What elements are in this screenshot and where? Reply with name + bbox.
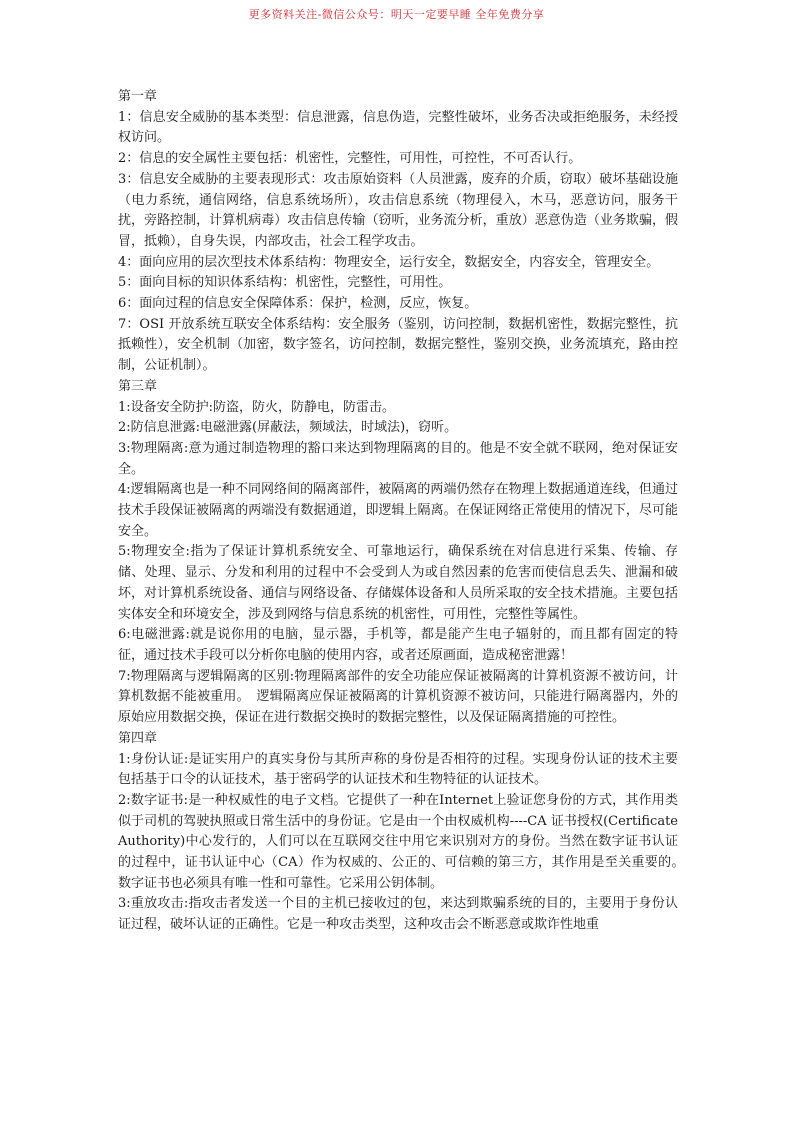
- paragraph: 7：OSI 开放系统互联安全体系结构：安全服务（鉴别，访问控制，数据机密性，数据完整性，抗抵赖性），安全机制（加密，数字签名，访问控制，数据完整性，鉴别交换，业务流填充，路由控制，公证机制）。: [118, 316, 678, 374]
- document-body: [118, 87, 692, 936]
- paragraph: 4:逻辑隔离也是一种不同网络间的隔离部件，被隔离的两端仍然存在物理上数据通道连线，但通过技术手段保证被隔离的两端没有数据通道，即逻辑上隔离。在保证网络正常使用的情况下，尽可能安全。: [118, 482, 678, 539]
- paragraph: 6：面向过程的信息安全保障体系：保护，检测，反应，恢复。: [118, 296, 478, 312]
- paragraph: 7:物理隔离与逻辑隔离的区别:物理隔离部件的安全功能应保证被隔离的计算机资源不被访问，计算机数据不能被重用。 逻辑隔离应保证被隔离的计算机资源不被访问，只能进行隔离器内，外的原始应用数据交换，保证在进行数据交换时的数据完整性，以及保证隔离措施的可控性。: [118, 668, 678, 726]
- chapter-heading: 第四章: [118, 730, 158, 746]
- paragraph: 2：信息的安全属性主要包括：机密性，完整性，可用性，可控性，不可否认行。: [118, 151, 582, 167]
- paragraph: 6:电磁泄露:就是说你用的电脑，显示器，手机等，都是能产生电子辐射的，而且都有固定的特征，通过技术手段可以分析你电脑的使用内容，或者还原画面，造成秘密泄露！: [118, 627, 678, 663]
- paragraph: 3：信息安全威胁的主要表现形式：攻击原始资料（人员泄露，废弃的介质，窃取）破坏基础设施（电力系统，通信网络，信息系统场所），攻击信息系统（物理侵入，木马，恶意访问，服务干扰，旁路控制，计算机病毒）攻击信息传输（窃听，业务流分析，重放）恶意伪造（业务欺骗，假冒，抵赖），自身失误，内部攻击，社会工程学攻击。: [118, 171, 678, 249]
- paragraph: 1：信息安全威胁的基本类型：信息泄露，信息伪造，完整性破坏，业务否决或拒绝服务，未经授权访问。: [118, 109, 678, 146]
- page-banner: 更多资料关注-微信公众号：明天一定要早睡 全年免费分享: [248, 8, 545, 21]
- chapter-heading: 第三章: [118, 378, 158, 394]
- paragraph: 5:物理安全:指为了保证计算机系统安全、可靠地运行，确保系统在对信息进行采集、传输、存储、处理、显示、分发和利用的过程中不会受到人为或自然因素的危害而使信息丢失、泄漏和破坏，对计算机系统设备、通信与网络设备、存储媒体设备和人员所采取的安全技术措施。主要包括实体安全和环境安全，涉及到网络与信息系统的机密性，可用性，完整性等属性。: [118, 544, 678, 622]
- paragraph: 2:防信息泄露:电磁泄露(屏蔽法，频域法，时域法)，窃听。: [118, 420, 458, 436]
- paragraph: 4：面向应用的层次型技术体系结构：物理安全，运行安全，数据安全，内容安全，管理安全。: [118, 254, 660, 270]
- paragraph: 3:重放攻击:指攻击者发送一个目的主机已接收过的包，来达到欺骗系统的目的，主要用于身份认证过程，破坏认证的正确性。它是一种攻击类型，这种攻击会不断恶意或欺诈性地重: [118, 896, 678, 933]
- paragraph: 1:设备安全防护:防盗，防火，防静电，防雷击。: [118, 399, 396, 415]
- paragraph: 1:身份认证:是证实用户的真实身份与其所声称的身份是否相符的过程。实现身份认证的技术主要包括基于口令的认证技术，基于密码学的认证技术和生物特征的认证技术。: [118, 751, 678, 788]
- paragraph: 3:物理隔离:意为通过制造物理的豁口来达到物理隔离的目的。他是不安全就不联网，绝对保证安全。: [118, 440, 678, 477]
- chapter-heading: 第一章: [118, 89, 158, 104]
- paragraph: 5：面向目标的知识体系结构：机密性，完整性，可用性。: [118, 275, 452, 291]
- paragraph: 2:数字证书:是一种权威性的电子文档。它提供了一种在Internet上验证您身份的方式，其作用类似于司机的驾驶执照或日常生活中的身份证。它是由一个由权威机构----CA 证书授权(Certificate Authority)中心发行的，人们可以在互联网交往中用它来识别对方的身份。当然在数字证书认证的过程中，证书认证中心（CA）作为权威的、公正的、可信赖的第三方，其作用是至关重要的。 数字证书也必须具有唯一性和可靠性。它采用公钥体制。: [118, 792, 692, 891]
